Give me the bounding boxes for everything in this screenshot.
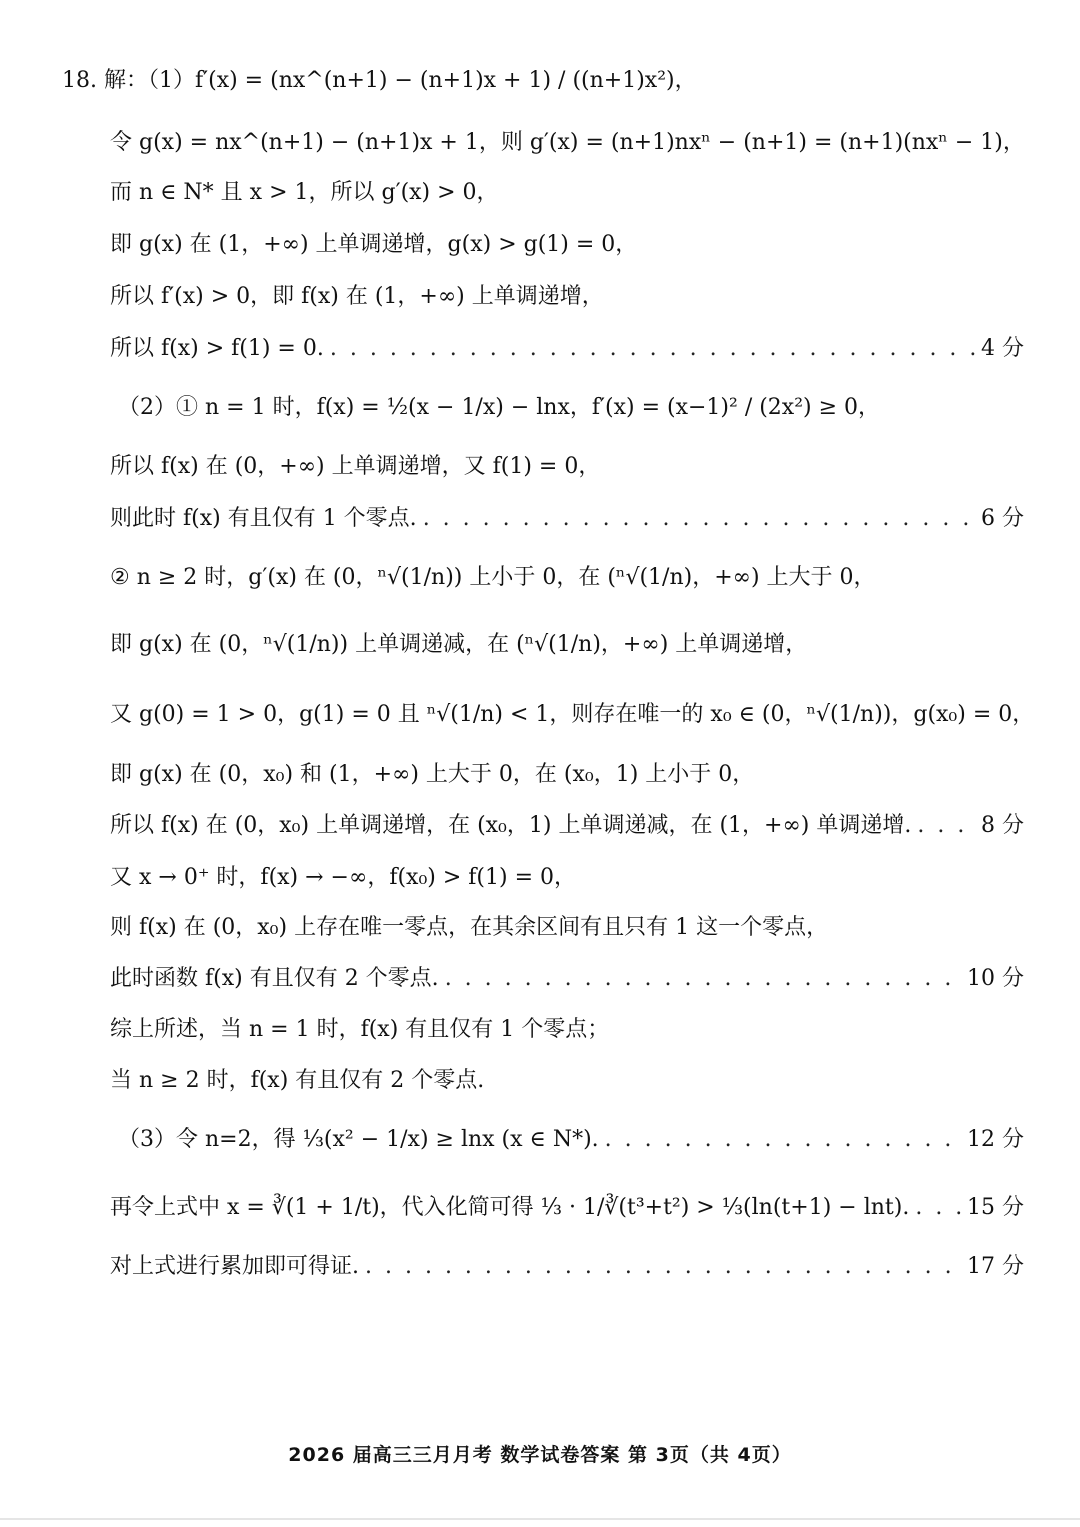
line-text: （3）令 n=2，得 ⅓(x² − 1/x) ≥ lnx (x ∈ N*). [118,1127,599,1152]
answer-line-9 [110,504,1024,534]
line-text: 又 x → 0⁺ 时，f(x) → −∞，f(x₀) > f(1) = 0， [110,865,576,890]
dot-leader [605,1125,961,1155]
line-text: 综上所述，当 n = 1 时，f(x) 有且仅有 1 个零点； [110,1017,610,1042]
dot-leader [365,1252,961,1282]
answer-line-16 [110,913,1024,943]
score-label: 6 分 [981,506,1024,531]
answer-line-12 [110,700,1035,730]
score-label: 15 分 [967,1195,1024,1220]
answer-line-18 [110,1015,1024,1045]
dot-leader [330,334,975,364]
answer-line-8 [110,452,1024,482]
answer-line-17 [110,964,1024,994]
line-text: 所以 f′(x) > 0，即 f(x) 在 (1，+∞) 上单调递增， [110,284,604,309]
line-text: 而 n ∈ N* 且 x > 1，所以 g′(x) > 0， [110,180,499,205]
answer-line-6 [110,334,1024,364]
answer-line-1 [62,66,1024,96]
line-text: 所以 f(x) 在 (0，+∞) 上单调递增，又 f(1) = 0， [110,454,601,479]
answer-line-10 [110,563,1024,593]
line-text: 所以 f(x) 在 (0，x₀) 上单调递增，在 (x₀，1) 上单调递减，在 (1，+∞) 单调递增. [110,813,912,838]
answer-line-21 [110,1193,1024,1223]
line-text: 则 f(x) 在 (0，x₀) 上存在唯一零点，在其余区间有且只有 1 这一个零点， [110,915,829,940]
line-text: （2）① n = 1 时，f(x) = ½(x − 1/x) − lnx，f′(x) = (x−1)² / (2x²) ≥ 0， [118,395,881,420]
line-text: ② n ≥ 2 时，g′(x) 在 (0，ⁿ√(1/n)) 上小于 0，在 (ⁿ√(1/n)，+∞) 上大于 0， [110,565,876,590]
line-text: 即 g(x) 在 (0，x₀) 和 (1，+∞) 上大于 0，在 (x₀，1) 上小于 0， [110,762,755,787]
answer-line-14 [110,811,1024,841]
line-text: 即 g(x) 在 (1，+∞) 上单调递增，g(x) > g(1) = 0， [110,232,638,257]
dot-leader [915,1193,961,1223]
score-label: 12 分 [967,1127,1024,1152]
dot-leader [445,964,961,994]
answer-line-3 [110,178,1024,208]
answer-line-11 [110,630,1024,660]
answer-line-15 [110,863,1024,893]
line-text: 对上式进行累加即可得证. [110,1254,359,1279]
answer-line-7 [118,393,1024,423]
answer-line-19 [110,1066,1024,1096]
bottom-divider [0,1518,1080,1520]
answer-line-22 [110,1252,1024,1282]
page-footer: 2026 届高三三月月考 数学试卷答案 第 3页（共 4页） [288,1444,792,1466]
score-label: 8 分 [981,813,1024,838]
line-text: 此时函数 f(x) 有且仅有 2 个零点. [110,966,439,991]
dot-leader [917,811,975,841]
line-text: 18. 解：（1）f′(x) = (nx^(n+1) − (n+1)x + 1) / ((n+1)x²)， [62,68,697,93]
score-label: 17 分 [967,1254,1024,1279]
answer-line-2 [110,128,1024,158]
line-text: 当 n ≥ 2 时，f(x) 有且仅有 2 个零点. [110,1068,485,1093]
score-label: 4 分 [981,336,1024,361]
line-text: 又 g(0) = 1 > 0，g(1) = 0 且 ⁿ√(1/n) < 1，则存在唯一的 x₀ ∈ (0，ⁿ√(1/n))，g(x₀) = 0， [110,702,1035,727]
answer-line-5 [110,282,1024,312]
answer-line-13 [110,760,1024,790]
line-text: 则此时 f(x) 有且仅有 1 个零点. [110,506,417,531]
line-text: 所以 f(x) > f(1) = 0. [110,336,324,361]
line-text: 再令上式中 x = ∛(1 + 1/t)，代入化简可得 ⅓ · 1/∛(t³+t²) > ⅓(ln(t+1) − lnt). [110,1195,910,1220]
line-text: 令 g(x) = nx^(n+1) − (n+1)x + 1，则 g′(x) = (n+1)nxⁿ − (n+1) = (n+1)(nxⁿ − 1)， [110,130,1025,155]
dot-leader [423,504,975,534]
answer-line-4 [110,230,1024,260]
score-label: 10 分 [967,966,1024,991]
line-text: 即 g(x) 在 (0，ⁿ√(1/n)) 上单调递减，在 (ⁿ√(1/n)，+∞) 上单调递增， [110,632,808,657]
answer-line-20 [118,1125,1024,1155]
